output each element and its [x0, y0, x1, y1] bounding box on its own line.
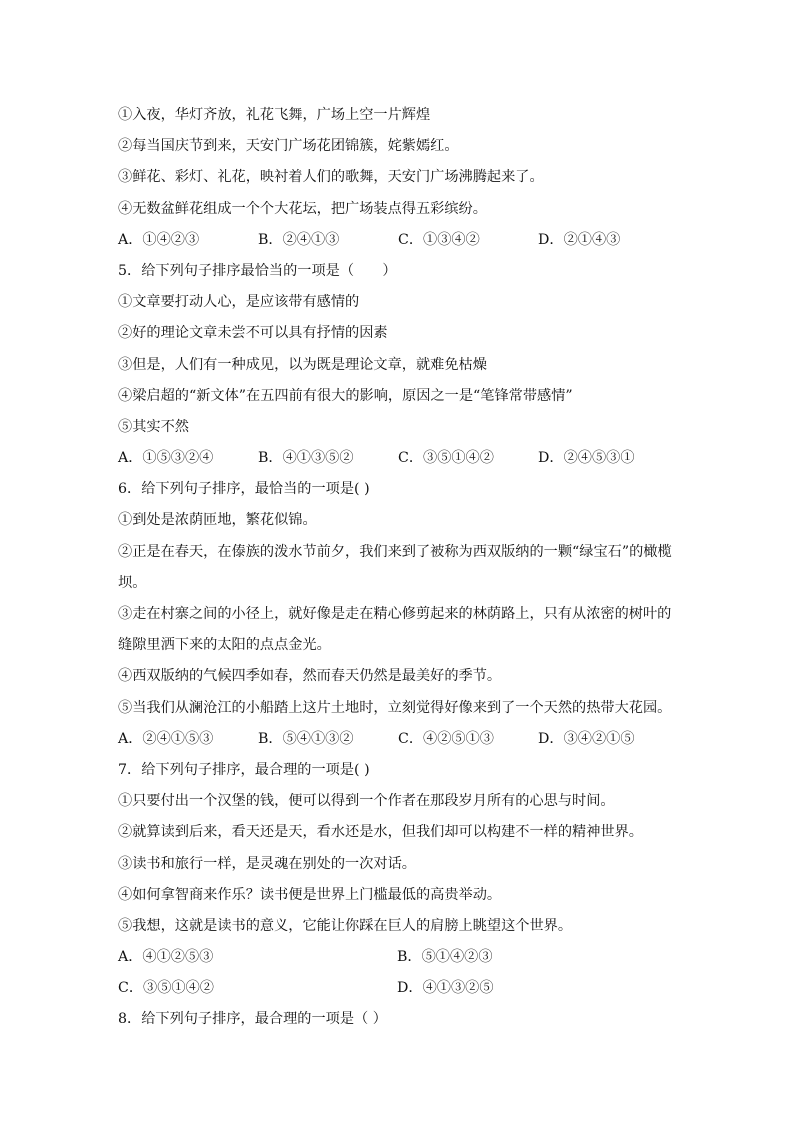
- q5-sentence-1: ①文章要打动人心，是应该带有感情的: [118, 294, 360, 311]
- q5-option-b: B．④①③⑤②: [258, 450, 354, 467]
- q7-options-row-2: [118, 973, 678, 1004]
- q4-option-d: D．②①④③: [538, 231, 621, 248]
- q5-option-a: A．①⑤③②④: [118, 450, 214, 467]
- q7-sentence-2: ②就算读到后来，看天还是天，看水还是水，但我们却可以构建不一样的精神世界。: [118, 824, 643, 841]
- q4-sentence-1: ①入夜，华灯齐放，礼花飞舞，广场上空一片辉煌: [118, 107, 431, 123]
- q7-sentence-4: ④如何拿智商来作乐？读书便是世界上门槛最低的高贵举动。: [118, 886, 502, 903]
- q7-option-b: B．⑤①④②③: [397, 949, 493, 966]
- q7-option-a: A．④①②⑤③: [118, 949, 214, 966]
- q5-option-d: D．②④⑤③①: [538, 450, 635, 467]
- q7-stem: 7．给下列句子排序，最合理的一项是( ): [118, 761, 370, 778]
- q7-sentence-5: ⑤我想，这就是读书的意义，它能让你踩在巨人的肩膀上眺望这个世界。: [118, 917, 573, 934]
- q6-option-c: C．④②⑤①③: [398, 730, 494, 747]
- q6-option-a: A．②④①⑤③: [118, 730, 214, 747]
- q4-option-a: A．①④②③: [118, 231, 200, 248]
- q4-option-c: C．①③④②: [398, 231, 480, 248]
- q7-option-c: C．③⑤①④②: [118, 980, 214, 997]
- q7-sentence-1: ①只要付出一个汉堡的钱，便可以得到一个作者在那段岁月所有的心思与时间。: [118, 793, 615, 810]
- q5-sentence-3: ③但是，人们有一种成见，以为既是理论文章，就难免枯燥: [118, 356, 487, 373]
- q6-line-7: ⑤当我们从澜沧江的小船踏上这片土地时，立刻觉得好像来到了一个天然的热带大花园。: [118, 699, 672, 716]
- q5-options: [118, 443, 678, 474]
- q8-stem: 8．给下列句子排序，最合理的一项是（ ）: [118, 1011, 387, 1028]
- q4-options: [118, 225, 678, 256]
- q6-line-5: 缝隙里洒下来的太阳的点点金光。: [118, 637, 331, 654]
- q7-sentence-3: ③读书和旅行一样，是灵魂在别处的一次对话。: [118, 855, 416, 872]
- q6-line-1: ①到处是浓荫匝地，繁花似锦。: [118, 512, 317, 529]
- q6-options: [118, 724, 678, 755]
- q6-option-b: B．⑤④①③②: [258, 730, 354, 747]
- q5-sentence-2: ②好的理论文章未尝不可以具有抒情的因素: [118, 325, 388, 342]
- q5-option-c: C．③⑤①④②: [398, 450, 494, 467]
- q5-stem: 5．给下列句子排序最恰当的一项是（ ）: [118, 262, 397, 279]
- q6-stem: 6．给下列句子排序，最恰当的一项是( ): [118, 481, 370, 498]
- q4-option-b: B．②④①③: [258, 231, 340, 248]
- page-content: [118, 100, 678, 1036]
- q4-sentence-4: ④无数盆鲜花组成一个个大花坛，把广场装点得五彩缤纷。: [118, 200, 487, 217]
- q6-option-d: D．③④②①⑤: [538, 730, 635, 747]
- q7-option-d: D．④①③②⑤: [397, 980, 494, 997]
- q6-line-4: ③走在村寨之间的小径上，就好像是走在精心修剪起来的林荫路上，只有从浓密的树叶的: [118, 606, 672, 622]
- q6-line-6: ④西双版纳的气候四季如春，然而春天仍然是最美好的季节。: [118, 668, 502, 685]
- q6-line-2: ②正是在春天，在傣族的泼水节前夕，我们来到了被称为西双版纳的一颗“绿宝石”的橄榄: [118, 543, 672, 560]
- q7-options-row-1: [118, 942, 678, 973]
- q5-sentence-5: ⑤其实不然: [118, 418, 189, 435]
- q4-sentence-3: ③鲜花、彩灯、礼花，映衬着人们的歌舞，天安门广场沸腾起来了。: [118, 169, 544, 186]
- q4-sentence-2: ②每当国庆节到来，天安门广场花团锦簇，姹紫嫣红。: [118, 138, 459, 155]
- q6-line-3: 坝。: [118, 574, 147, 591]
- q5-sentence-4: ④梁启超的“新文体”在五四前有很大的影响，原因之一是“笔锋常带感情”: [118, 387, 573, 404]
